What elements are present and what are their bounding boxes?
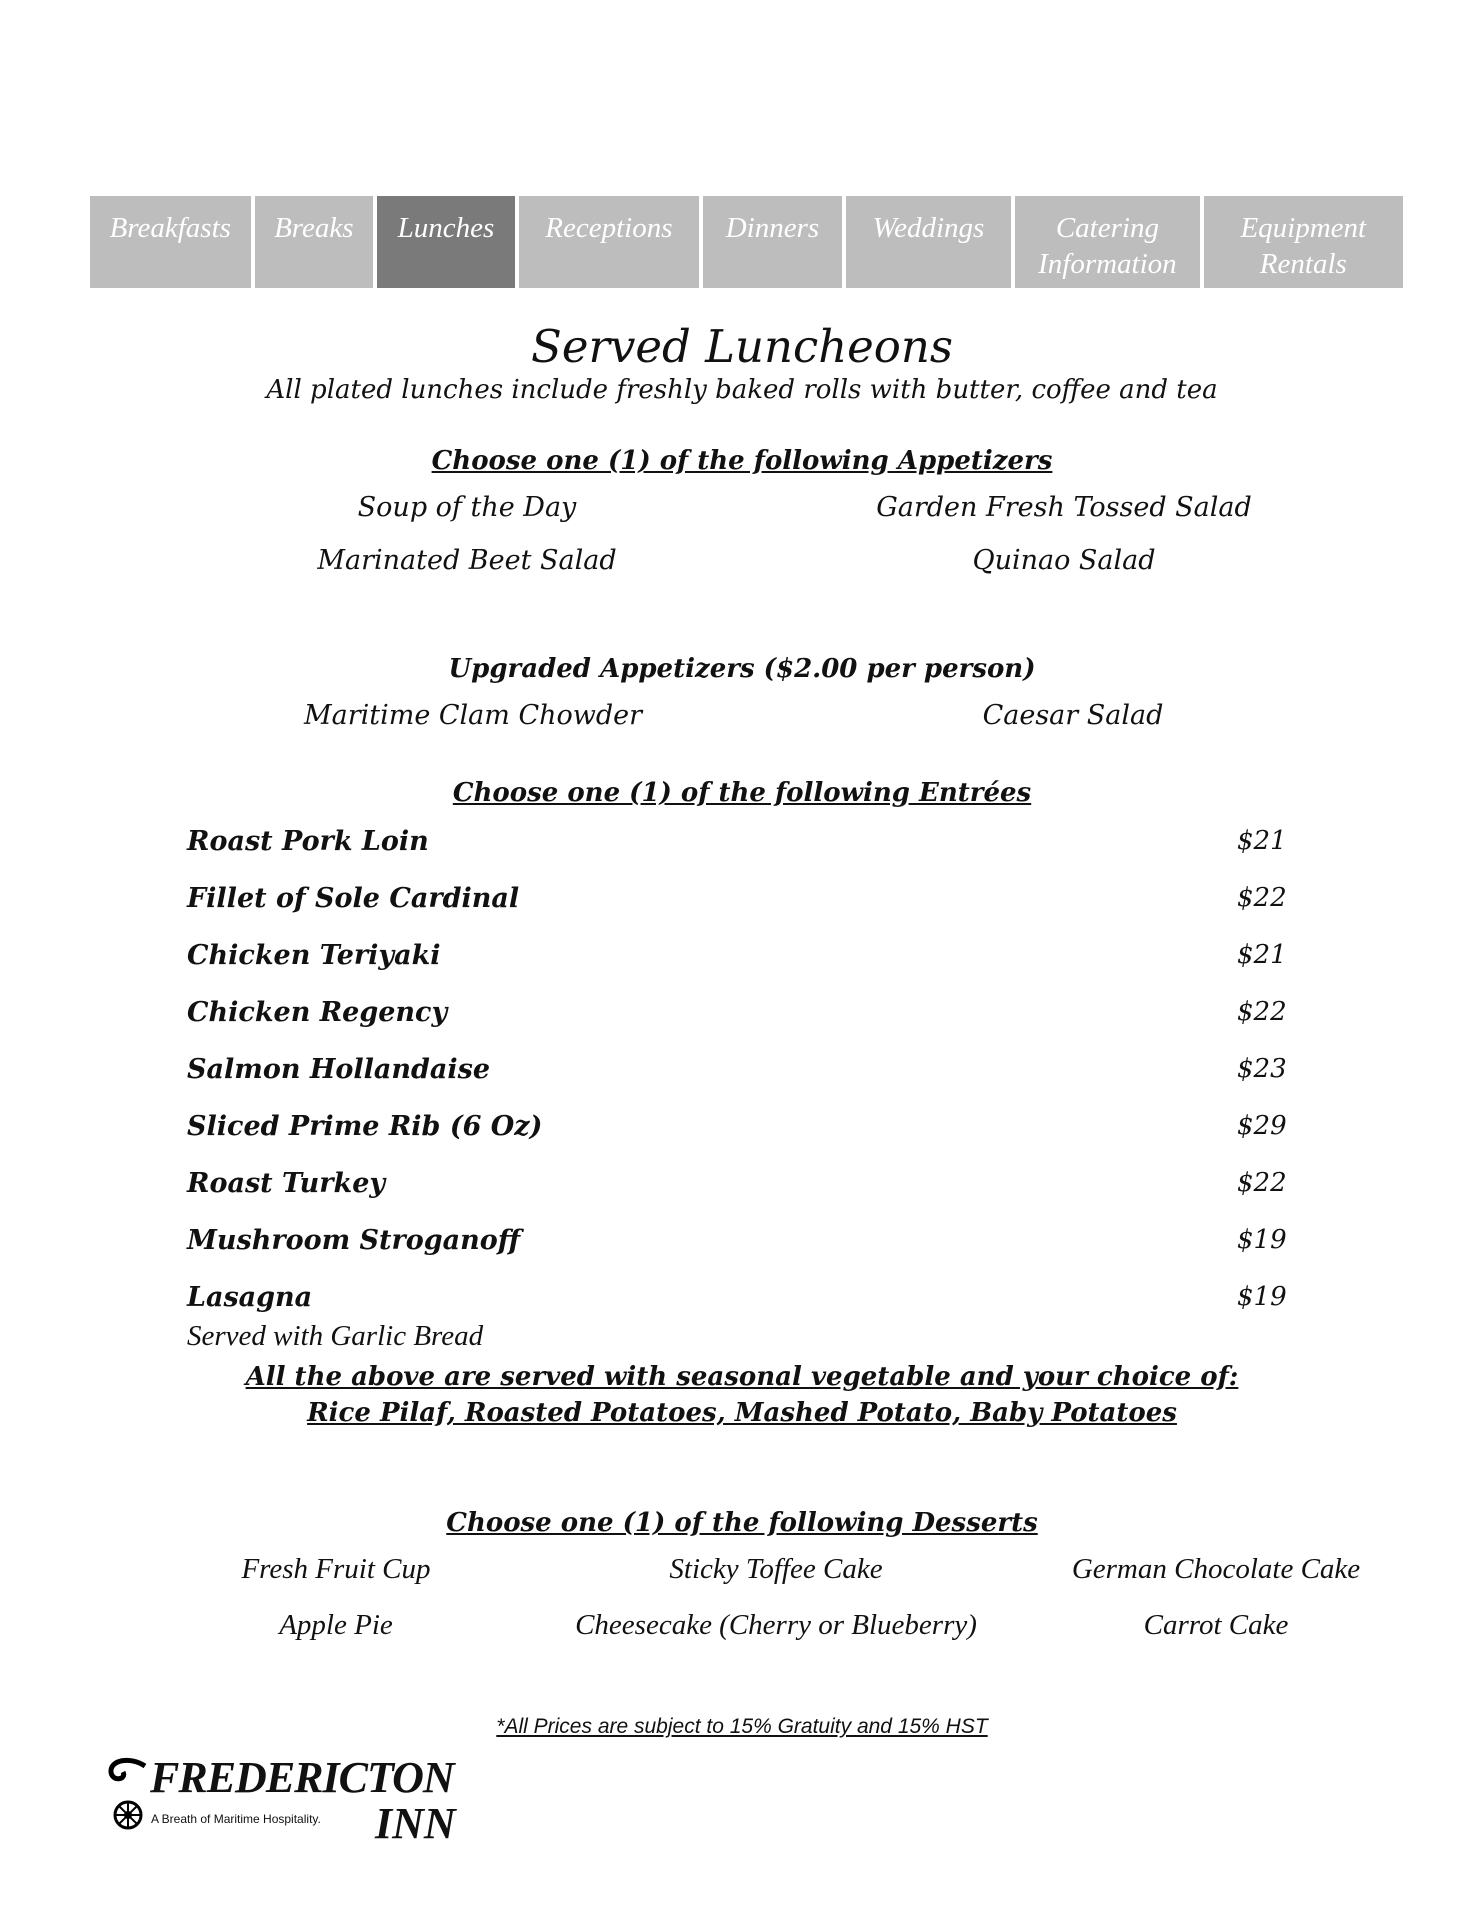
appetizer-item: Garden Fresh Tossed Salad [876, 492, 1252, 523]
sides-line-2 [0, 1398, 1484, 1428]
tab-label: Catering [1055, 212, 1159, 244]
entree-row [187, 997, 1307, 1054]
entree-price: $23 [1237, 1054, 1287, 1084]
page-title: Served Luncheons [531, 320, 953, 373]
tab-label: Rentals [1259, 248, 1347, 280]
wheel-icon [113, 1800, 143, 1830]
entree-row [187, 883, 1307, 940]
tab-label: Breaks [274, 212, 354, 244]
appetizer-item: Marinated Beet Salad [317, 545, 617, 576]
lasagna-note: Served with Garlic Bread [187, 1320, 484, 1352]
entree-row [187, 826, 1307, 883]
upgraded-item: Maritime Clam Chowder [303, 700, 643, 731]
entree-price: $29 [1237, 1111, 1287, 1141]
inn-logo [105, 1748, 495, 1848]
tab-breakfasts[interactable] [90, 196, 251, 288]
entree-row [187, 1168, 1307, 1225]
desserts-heading [0, 1508, 1484, 1538]
entree-name: Sliced Prime Rib (6 Oz) [187, 1111, 543, 1142]
entree-name: Roast Pork Loin [187, 826, 429, 857]
logo-brand-inn: INN [375, 1799, 456, 1848]
entree-list [187, 826, 1307, 1339]
upgraded-item: Caesar Salad [982, 700, 1164, 731]
dessert-item: Sticky Toffee Cake [669, 1553, 883, 1585]
entree-price: $22 [1237, 997, 1287, 1027]
tab-label: Dinners [725, 212, 820, 244]
entree-price: $21 [1237, 940, 1287, 970]
entree-row [187, 1111, 1307, 1168]
entree-price: $19 [1237, 1282, 1287, 1312]
entrees-heading [0, 778, 1484, 808]
appetizer-item: Soup of the Day [357, 492, 577, 523]
entree-row [187, 1054, 1307, 1111]
appetizers-heading-text: Choose one (1) of the following Appetizers [431, 446, 1053, 476]
appetizer-item: Quinao Salad [972, 545, 1156, 576]
tab-lunches[interactable] [377, 196, 515, 288]
entree-name: Lasagna [187, 1282, 313, 1313]
tab-label: Lunches [397, 212, 495, 244]
dessert-item: Fresh Fruit Cup [241, 1553, 431, 1585]
entrees-heading-text: Choose one (1) of the following Entrées [452, 778, 1032, 808]
tab-breaks[interactable] [255, 196, 374, 288]
tab-receptions[interactable] [519, 196, 699, 288]
entree-name: Fillet of Sole Cardinal [187, 883, 520, 914]
tab-equipment-rentals[interactable] [1204, 196, 1403, 288]
price-footnote: *All Prices are subject to 15% Gratuity and 15% HST [496, 1715, 988, 1738]
appetizers-heading [0, 446, 1484, 476]
page-subtitle: All plated lunches include freshly baked rolls with butter, coffee and tea [266, 375, 1218, 405]
sides-text: Rice Pilaf, Roasted Potatoes, Mashed Potato, Baby Potatoes [307, 1398, 1177, 1428]
tab-dinners[interactable] [703, 196, 842, 288]
tab-weddings[interactable] [846, 196, 1011, 288]
entree-name: Mushroom Stroganoff [187, 1225, 521, 1256]
nav-tabs [90, 196, 1403, 288]
entree-price: $21 [1237, 826, 1287, 856]
upgraded-heading: Upgraded Appetizers ($2.00 per person) [448, 654, 1036, 684]
tab-label: Receptions [545, 212, 673, 244]
tab-label: Breakfasts [109, 212, 231, 244]
entree-name: Chicken Regency [187, 997, 448, 1028]
entree-price: $22 [1237, 1168, 1287, 1198]
logo-brand: FREDERICTON [150, 1753, 454, 1802]
entree-row [187, 1225, 1307, 1282]
tab-label: Information [1038, 248, 1177, 280]
dessert-item: Carrot Cake [1143, 1609, 1289, 1641]
logo-tagline: A Breath of Maritime Hospitality. [151, 1812, 321, 1826]
entree-name: Chicken Teriyaki [187, 940, 441, 971]
dessert-item: Cheesecake (Cherry or Blueberry) [575, 1609, 977, 1641]
sides-text: All the above are served with seasonal vegetable and your choice of: [245, 1362, 1239, 1392]
tab-catering-information[interactable] [1015, 196, 1199, 288]
entree-name: Roast Turkey [187, 1168, 386, 1199]
tab-label: Weddings [872, 212, 985, 244]
tab-label: Equipment [1240, 212, 1367, 244]
dessert-item: German Chocolate Cake [1071, 1553, 1361, 1585]
sides-line-1 [0, 1362, 1484, 1392]
entree-price: $22 [1237, 883, 1287, 913]
entree-row [187, 940, 1307, 997]
entree-name: Salmon Hollandaise [187, 1054, 491, 1085]
swash-icon [105, 1756, 149, 1796]
entree-price: $19 [1237, 1225, 1287, 1255]
dessert-item: Apple Pie [279, 1609, 393, 1641]
desserts-heading-text: Choose one (1) of the following Desserts [446, 1508, 1038, 1538]
